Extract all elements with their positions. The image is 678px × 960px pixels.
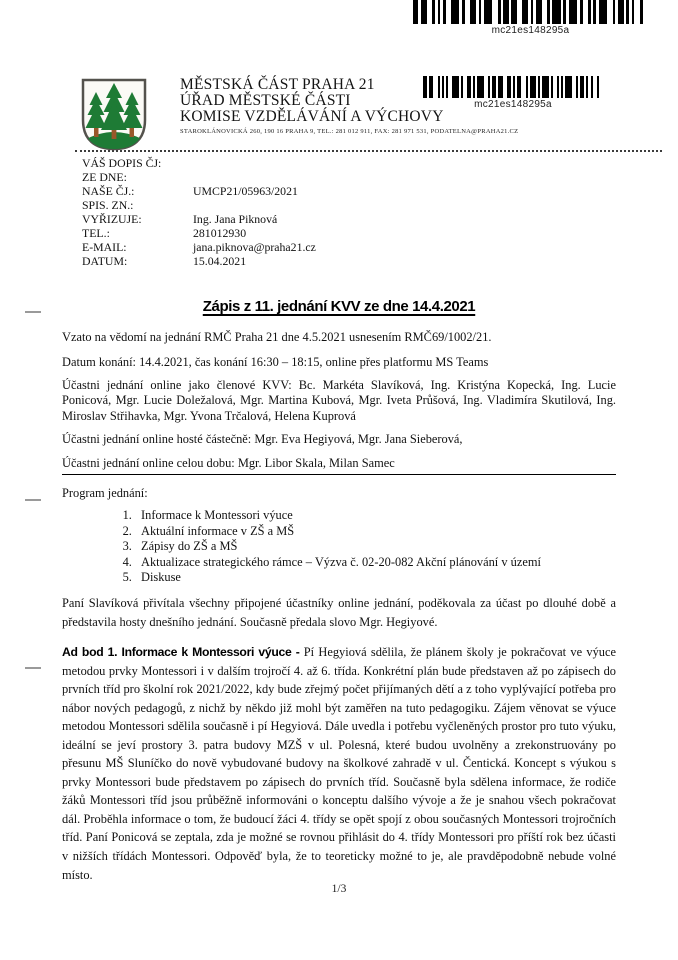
adbod1-heading: Ad bod 1. Informace k Montessori výuce - — [62, 645, 300, 659]
date-paragraph: Datum konání: 14.4.2021, čas konání 16:30 – 18:15, online přes platformu MS Teams — [62, 355, 489, 369]
top-barcode-label: mc21es148295a — [491, 25, 570, 36]
guests-partial-paragraph: Účastni jednání online hosté částečně: Mgr. Eva Hegiyová, Mgr. Jana Sieberová, — [62, 432, 463, 446]
adbod1-paragraph — [62, 643, 616, 884]
address-line: STAROKLÁNOVICKÁ 260, 190 16 PRAHA 9, TEL.: 281 012 911, FAX: 281 971 531, PODATELNA@PRAHA21.CZ — [180, 128, 519, 135]
meta-value: Ing. Jana Piknová — [193, 212, 278, 226]
meta-label: ZE DNE: — [82, 170, 127, 184]
org-name-line2: ÚŘAD MĚSTSKÉ ČÁSTI — [180, 92, 351, 109]
meta-label: E-MAIL: — [82, 240, 127, 254]
intro-paragraph: Paní Slavíková přivítala všechny připojené účastníky online jednání, poděkovala za účast po dlouhé době a představila hosty dnešního jednání. Současně předala slovo Mgr. Hegiyové. — [62, 596, 616, 629]
guests-full-paragraph: Účastni jednání online celou dobu: Mgr. Libor Skala, Milan Samec — [62, 456, 616, 475]
dotted-separator — [75, 150, 662, 152]
page-number: 1/3 — [331, 883, 347, 895]
meta-label: DATUM: — [82, 254, 128, 268]
praha21-coat-of-arms-logo — [80, 78, 148, 157]
header-barcode — [423, 76, 603, 110]
program-list — [62, 508, 616, 586]
fold-mark — [25, 499, 41, 501]
program-item: 3. Zápisy do ZŠ a MŠ — [135, 539, 616, 555]
org-name-line1: MĚSTSKÁ ČÁST PRAHA 21 — [180, 76, 375, 93]
org-name-line3: KOMISE VZDĚLÁVÁNÍ A VÝCHOVY — [180, 108, 444, 125]
program-heading: Program jednání: — [62, 486, 148, 500]
noted-paragraph: Vzato na vědomí na jednání RMČ Praha 21 dne 4.5.2021 usnesením RMČ69/1002/21. — [62, 330, 492, 344]
meta-value — [193, 198, 422, 212]
meta-value: UMCP21/05963/2021 — [193, 184, 298, 198]
program-item: 1. Informace k Montessori výuce — [135, 508, 616, 524]
program-item: 4. Aktualizace strategického rámce – Výzva č. 02-20-082 Akční plánování v území — [135, 555, 616, 571]
meta-label: TEL.: — [82, 226, 110, 240]
program-item: 5. Diskuse — [135, 570, 616, 586]
meta-label: VYŘIZUJE: — [82, 212, 142, 226]
members-paragraph: Účastni jednání online jako členové KVV: Bc. Markéta Slavíková, Ing. Kristýna Kopecká, Ing. Lucie Ponicová, Mgr. Lucie Doležalová, Mgr. Martina Kubová, Mgr. Iveta Průšová, Ing. Vladimíra Skutilová, Ing. Miroslav Střihavka, Mgr. Yvona Trčalová, Helena Kuprová — [62, 378, 616, 423]
meta-value: jana.piknova@praha21.cz — [193, 240, 316, 254]
barcode-bars — [413, 0, 648, 24]
fold-mark — [25, 667, 41, 669]
letter-meta-block — [82, 156, 422, 268]
meta-value — [193, 170, 422, 184]
shield-trees-icon — [80, 78, 148, 152]
barcode-bars — [423, 76, 603, 98]
header-barcode-label: mc21es148295a — [474, 99, 552, 110]
meta-value: 281012930 — [193, 226, 247, 240]
meta-value: 15.04.2021 — [193, 254, 247, 268]
meta-label: SPIS. ZN.: — [82, 198, 134, 212]
program-item: 2. Aktuální informace v ZŠ a MŠ — [135, 524, 616, 540]
adbod1-text: Pí Hegyiová sdělila, že plánem školy je pokračovat ve výuce metodou prvky Montessori i v dalším trojročí 4. až 6. třída. Konkrétní plán bude představen až po zápisech do prvních tříd pro školní rok 2021/2022, kdy bude zřejmý počet přijímaných dětí a z toho vyplývající potřeba pro nábor nových pedagogů, z nichž by někdo již mohl být zaměřen na tuto pedagogiku. Zájem věnovat se výuce metodou Montessori sdělila současně i pí Hegyiová. Dále uvedla i potřebu vyčleněných prostor pro tuto výuku, ideální se jeví prostory 3. patra budovy MZŠ v ul. Polesná, které budou uvolněny a zrekonstruovány po přesunu MŠ Sluníčko do nově vybudované budovy na školkové zahradě v ul. Čentická. Koncept s výukou s prvky Montessori bude představem po zápisech do prvních tříd. Současně byla sdělena informace, že rodiče žáků Montessori tříd jsou průběžně informováni o konceptu dalšího vývoje a že je snahou všech pokračovat dál. Proběhla informace o tom, že budoucí žáci 4. třídy se opět spojí z obou současných Montessori trojročních tříd. Paní Ponicová se zeptala, zda je možné se rovnou přihlásit do 4. třídy Montessori pro příští rok bez účasti v nižších třídách Montessori. Odpověď byla, že to teoreticky možné to je, ale pravděpodobně nebude volné místo. — [62, 645, 616, 882]
document-title: Zápis z 11. jednání KVV ze dne 14.4.2021 — [202, 298, 476, 315]
meta-value — [193, 156, 422, 170]
meta-label: VÁŠ DOPIS ČJ: — [82, 156, 162, 170]
meta-label: NAŠE ČJ.: — [82, 184, 135, 198]
top-barcode — [413, 0, 648, 36]
